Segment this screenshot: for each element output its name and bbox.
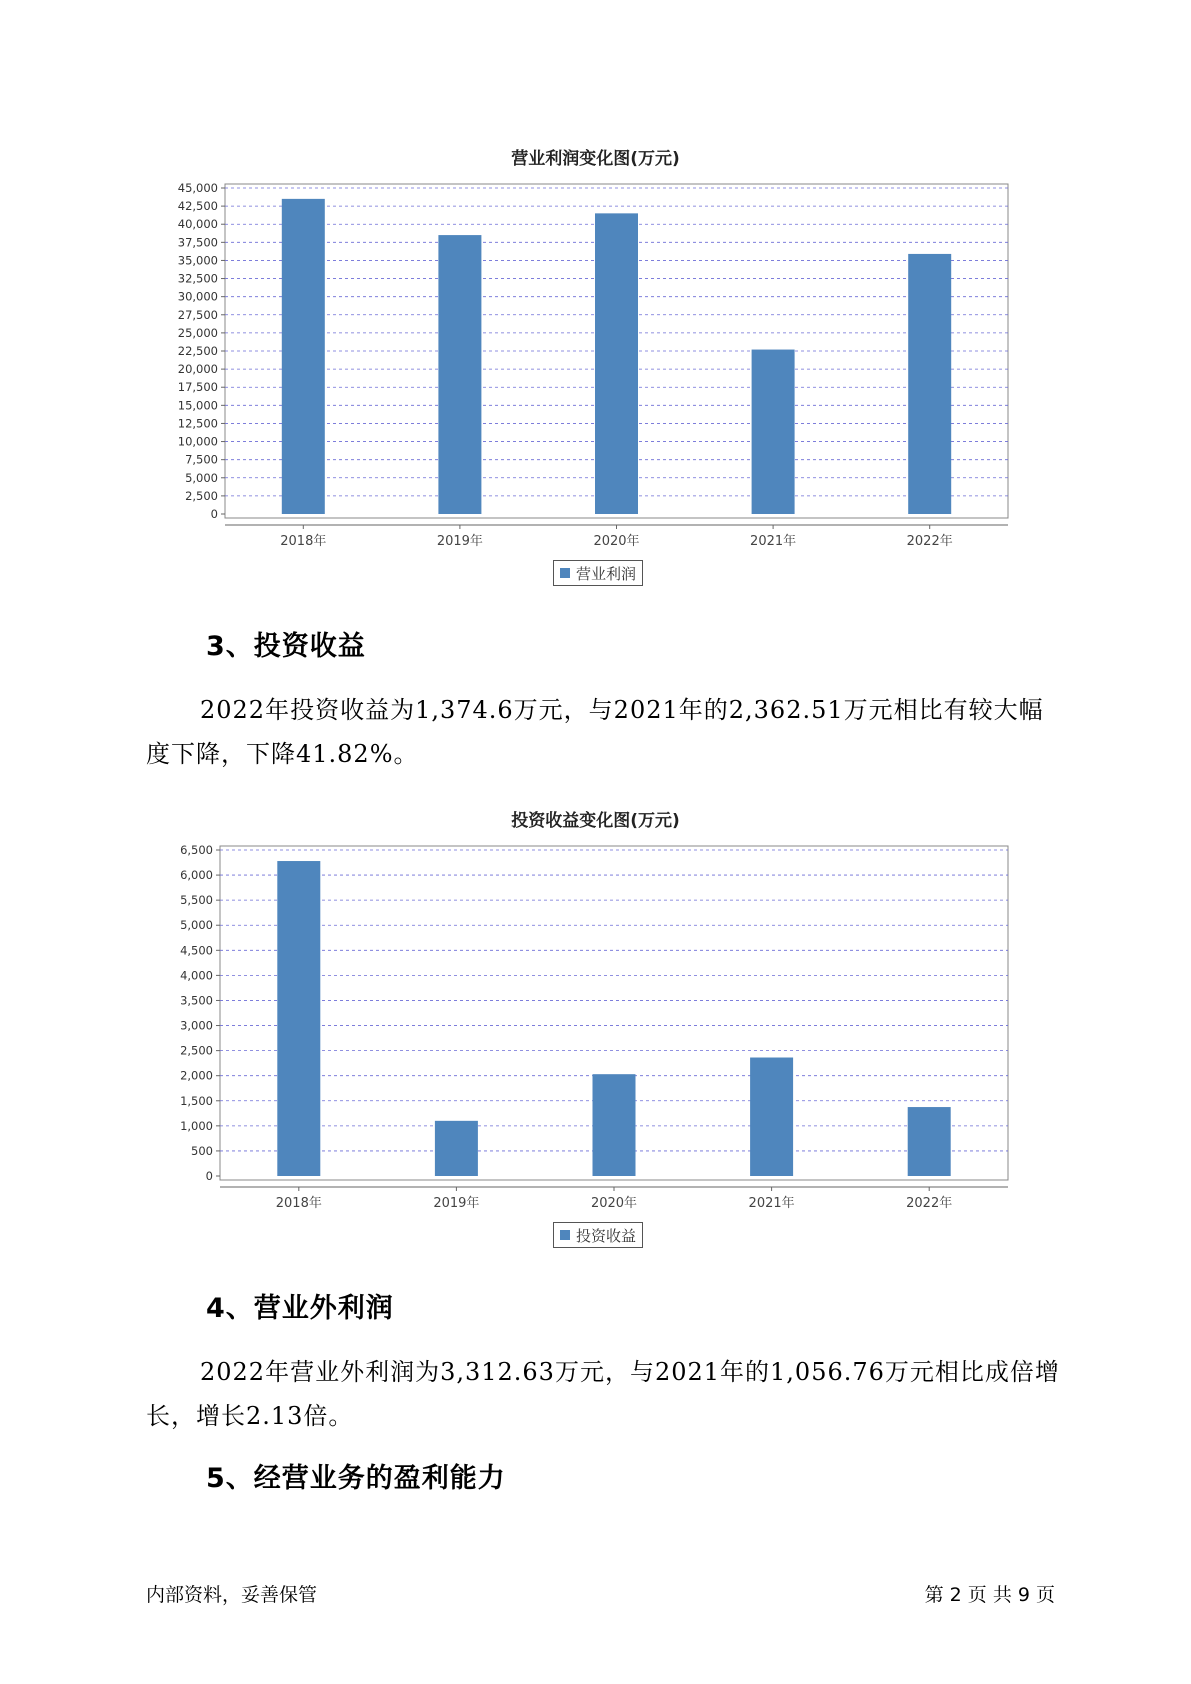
y-tick-label: 45,000 — [177, 181, 218, 195]
footer-left-note: 内部资料，妥善保管 — [146, 1584, 318, 1606]
section-heading-profitability: 5、经营业务的盈利能力 — [206, 1463, 506, 1494]
x-tick-label: 2020年 — [590, 1196, 638, 1211]
x-tick-label: 2019年 — [433, 1196, 480, 1211]
x-tick-label: 2018年 — [280, 534, 327, 549]
y-tick-label: 17,500 — [177, 380, 218, 395]
section-paragraph-investment-income: 2022年投资收益为1,374.6万元，与2021年的2,362.51万元相比有较大幅度下降，下降41.82%。 — [146, 696, 1044, 768]
y-tick-label: 12,500 — [177, 416, 218, 431]
y-tick-label: 1,500 — [180, 1093, 213, 1108]
legend-label: 投资收益 — [576, 1226, 637, 1245]
legend-swatch — [560, 1230, 570, 1240]
page-number: 第 2 页 共 9 页 — [924, 1584, 1055, 1606]
y-tick-label: 3,000 — [180, 1018, 213, 1033]
y-tick-label: 0 — [205, 1169, 213, 1183]
chart-legend — [553, 1222, 643, 1248]
y-tick-label: 2,500 — [180, 1043, 213, 1058]
y-tick-label: 40,000 — [177, 217, 218, 232]
y-tick-label: 6,500 — [180, 843, 213, 857]
y-tick-label: 500 — [191, 1143, 213, 1158]
x-tick-label: 2018年 — [275, 1196, 322, 1211]
y-tick-label: 4,000 — [180, 968, 213, 983]
y-tick-label: 32,500 — [177, 271, 218, 286]
y-tick-label: 10,000 — [177, 434, 218, 449]
section-heading-investment-income: 3、投资收益 — [206, 631, 366, 662]
y-tick-label: 20,000 — [177, 362, 218, 377]
bar — [750, 1058, 793, 1176]
x-tick-label: 2022年 — [906, 1196, 953, 1211]
bar — [277, 861, 320, 1176]
bar — [908, 1107, 951, 1176]
y-tick-label: 27,500 — [177, 307, 218, 322]
bar — [593, 1074, 636, 1176]
chart-title: 投资收益变化图(万元) — [511, 811, 680, 831]
y-tick-label: 42,500 — [177, 199, 218, 214]
x-tick-label: 2020年 — [593, 534, 640, 549]
y-tick-label: 30,000 — [177, 289, 218, 304]
x-tick-label: 2021年 — [750, 534, 797, 549]
y-tick-label: 2,000 — [180, 1068, 213, 1083]
y-tick-label: 4,500 — [180, 943, 213, 958]
section-heading-non-operating-profit: 4、营业外利润 — [206, 1293, 394, 1324]
bar — [435, 1121, 478, 1176]
x-tick-label: 2022年 — [906, 534, 953, 549]
y-tick-label: 6,000 — [180, 868, 213, 883]
y-tick-label: 7,500 — [185, 452, 218, 467]
y-tick-label: 5,000 — [180, 918, 213, 933]
y-tick-label: 37,500 — [177, 235, 218, 250]
x-tick-label: 2019年 — [436, 534, 483, 549]
y-tick-label: 22,500 — [177, 344, 218, 358]
y-tick-label: 15,000 — [177, 398, 218, 413]
y-tick-label: 3,500 — [180, 993, 213, 1008]
y-tick-label: 0 — [210, 507, 218, 521]
chart-title: 营业利润变化图(万元) — [511, 149, 680, 169]
y-tick-label: 25,000 — [177, 325, 218, 340]
y-tick-label: 5,500 — [180, 893, 213, 908]
y-tick-label: 5,000 — [185, 470, 218, 485]
section-paragraph-non-operating-profit: 2022年营业外利润为3,312.63万元，与2021年的1,056.76万元相比成倍增长，增长2.13倍。 — [146, 1358, 1060, 1430]
x-tick-label: 2021年 — [748, 1196, 795, 1211]
y-tick-label: 35,000 — [177, 253, 218, 268]
y-tick-label: 1,000 — [180, 1118, 213, 1133]
y-tick-label: 2,500 — [185, 488, 218, 503]
legend-label: 营业利润 — [576, 564, 637, 583]
